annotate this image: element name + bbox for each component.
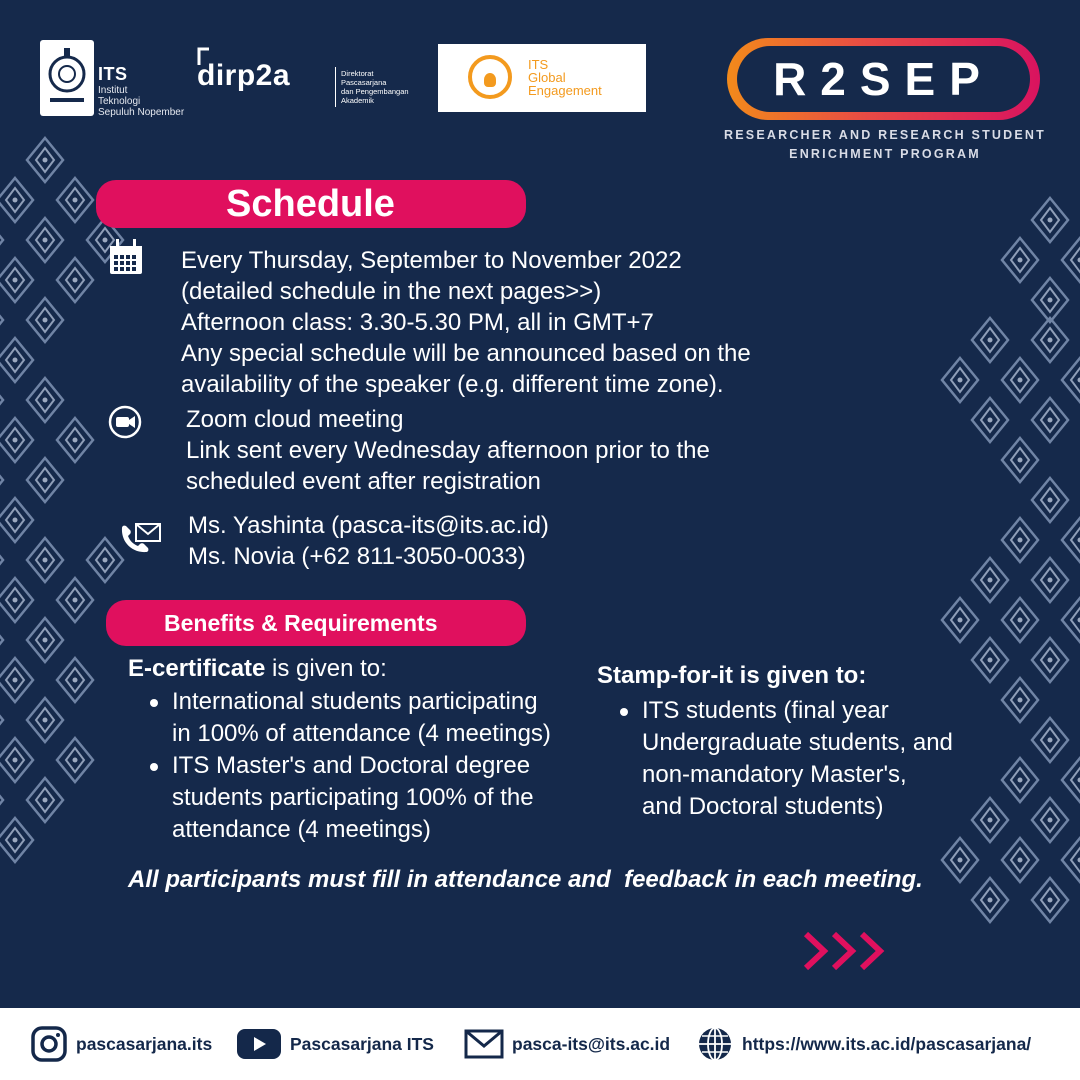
- global-engagement-logo: [438, 44, 646, 112]
- website-url: https://www.its.ac.id/pascasarjana/: [742, 1033, 1032, 1054]
- ecert-item-2-line-1: ITS Master's and Doctoral degree: [172, 752, 531, 779]
- youtube-channel: Pascasarjana ITS: [290, 1033, 434, 1054]
- footer-youtube[interactable]: [236, 1008, 434, 1080]
- ecert-heading: [128, 653, 387, 685]
- batik-pattern-right: [910, 190, 1080, 950]
- dirp2a-line-1: Direktorat: [341, 69, 374, 78]
- calendar-icon: [108, 238, 144, 276]
- stamp-heading: Stamp-for-it is given to:: [597, 662, 867, 689]
- instagram-icon: [30, 1025, 68, 1063]
- schedule-time-block: [181, 245, 751, 400]
- mail-icon: [464, 1029, 504, 1059]
- dirp2a-line-4: Akademik: [341, 96, 374, 105]
- program-subtitle-line-2: ENRICHMENT PROGRAM: [789, 147, 981, 161]
- footer-website[interactable]: [696, 1008, 1031, 1080]
- its-line-2: Teknologi: [98, 96, 141, 107]
- phone-mail-icon: [118, 522, 162, 556]
- ecert-item-1-line-2: in 100% of attendance (4 meetings): [172, 720, 551, 747]
- zoom-line-3: scheduled event after registration: [186, 468, 541, 495]
- dirp2a-line-2: Pascasarjana: [341, 78, 387, 87]
- footer: [0, 1008, 1080, 1080]
- its-line-3: Sepuluh Nopember: [98, 107, 185, 118]
- schedule-heading: Schedule: [96, 180, 526, 228]
- email-address: pasca-its@its.ac.id: [512, 1033, 671, 1054]
- its-name: ITS: [98, 64, 128, 84]
- schedule-time-line-4: Any special schedule will be announced based on the: [181, 340, 751, 367]
- benefits-heading: Benefits & Requirements: [106, 600, 526, 646]
- contact-block: [188, 510, 549, 572]
- schedule-time-line-2: (detailed schedule in the next pages>>): [181, 278, 602, 305]
- list-item: [616, 695, 953, 823]
- schedule-time-line-3: Afternoon class: 3.30-5.30 PM, all in GMT+7: [181, 309, 654, 336]
- program-subtitle-line-1: RESEARCHER AND RESEARCH STUDENT: [724, 128, 1046, 142]
- program-subtitle: [700, 126, 1070, 164]
- stamp-item-line-1: ITS students (final year: [642, 697, 889, 724]
- ge-line-3: Engagement: [528, 83, 602, 98]
- zoom-line-1: Zoom cloud meeting: [186, 406, 404, 433]
- dirp2a-logo: [197, 45, 427, 115]
- stamp-item-line-4: and Doctoral students): [642, 793, 884, 820]
- ecert-item-2-line-3: attendance (4 meetings): [172, 816, 431, 843]
- globe-icon: [696, 1025, 734, 1063]
- instagram-handle: pascasarjana.its: [76, 1033, 213, 1054]
- zoom-block: [186, 404, 710, 497]
- triple-chevron-icon: [804, 930, 894, 972]
- list-item: [146, 750, 551, 846]
- dirp2a-name: dirp2a: [197, 59, 291, 92]
- contact-line-2: Ms. Novia (+62 811-3050-0033): [188, 543, 526, 570]
- ecert-item-2-line-2: students participating 100% of the: [172, 784, 534, 811]
- ecert-list: [146, 686, 551, 846]
- stamp-list: [616, 695, 953, 823]
- footer-email[interactable]: [464, 1008, 670, 1080]
- program-title: R2SEP: [773, 53, 994, 105]
- ecert-item-1-line-1: International students participating: [172, 688, 538, 715]
- youtube-icon: [236, 1028, 282, 1060]
- its-emblem-icon: [40, 40, 94, 116]
- zoom-line-2: Link sent every Wednesday afternoon prior to the: [186, 437, 710, 464]
- program-badge: [727, 38, 1040, 120]
- schedule-time-line-1: Every Thursday, September to November 2022: [181, 247, 682, 274]
- contact-line-1: Ms. Yashinta (pasca-its@its.ac.id): [188, 512, 549, 539]
- list-item: [146, 686, 551, 750]
- its-line-1: Institut: [98, 85, 128, 96]
- ecert-rest: is given to:: [265, 655, 387, 682]
- video-camera-icon: [108, 405, 142, 439]
- ge-line-2: Global: [528, 70, 566, 85]
- ecert-bold: E-certificate: [128, 655, 266, 682]
- footer-instagram[interactable]: [30, 1008, 212, 1080]
- ge-line-1: ITS: [528, 57, 549, 72]
- its-logo: [40, 40, 190, 120]
- schedule-time-line-5: availability of the speaker (e.g. different time zone).: [181, 371, 724, 398]
- stamp-item-line-3: non-mandatory Master's,: [642, 761, 907, 788]
- stamp-item-line-2: Undergraduate students, and: [642, 729, 953, 756]
- participants-note: All participants must fill in attendance and feedback in each meeting.: [128, 866, 923, 893]
- global-engagement-mark-icon: [468, 55, 512, 99]
- dirp2a-line-3: dan Pengembangan: [341, 87, 409, 96]
